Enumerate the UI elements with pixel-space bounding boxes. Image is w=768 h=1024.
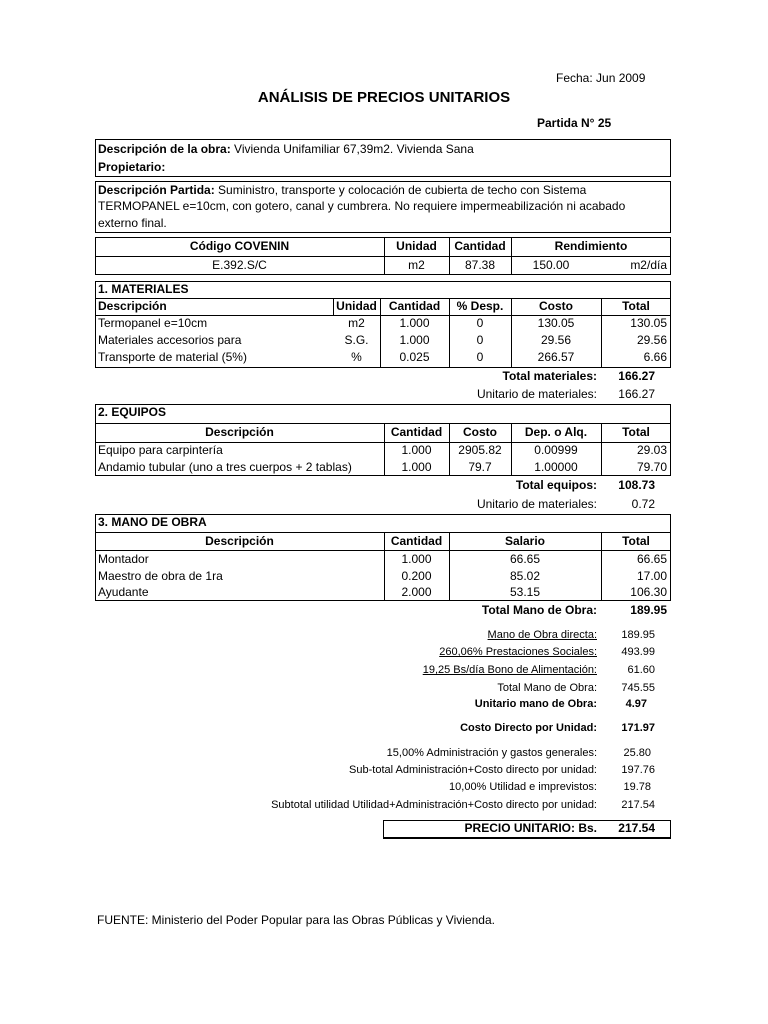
covenin-header-unidad: Unidad	[396, 239, 437, 253]
precio-unitario-label: PRECIO UNITARIO: Bs.	[464, 821, 597, 835]
mano-obra-total-label: Total Mano de Obra:	[481, 603, 597, 617]
covenin-header-rendimiento: Rendimiento	[554, 239, 628, 253]
subtotal-utilidad-value: 217.54	[621, 799, 655, 811]
unitario-mo-label: Unitario mano de Obra:	[474, 698, 597, 710]
covenin-cantidad: 87.38	[464, 258, 496, 272]
materiales-header-total: Total	[622, 299, 650, 313]
prestaciones-value: 493.99	[621, 646, 655, 658]
subtotal-admin-value: 197.76	[621, 764, 655, 776]
materiales-header-descripcion: Descripción	[98, 299, 167, 313]
equipos-header-dep: Dep. o Alq.	[524, 425, 588, 439]
subtotal-admin-label: Sub-total Administración+Costo directo por unidad:	[349, 764, 597, 776]
total-mo-label: Total Mano de Obra:	[497, 682, 597, 694]
costo-directo-value: 171.97	[621, 722, 655, 734]
equipos-header-total: Total	[622, 425, 650, 439]
mo-directa-value: 189.95	[621, 629, 655, 641]
propietario-label: Propietario:	[98, 160, 166, 174]
covenin-codigo: E.392.S/C	[212, 258, 267, 272]
partida-line2: TERMOPANEL e=10cm, con gotero, canal y cumbrera. No requiere impermeabilización ni acabado	[98, 199, 626, 213]
materiales-unitario-label: Unitario de materiales:	[476, 387, 597, 401]
mo-directa-label: Mano de Obra directa:	[487, 629, 597, 641]
materiales-header-costo: Costo	[539, 299, 573, 313]
obra-description: Descripción de la obra: Vivienda Unifamiliar 67,39m2. Vivienda Sana	[98, 142, 474, 156]
equipos-title: 2. EQUIPOS	[98, 405, 167, 419]
equipos-unitario-label: Unitario de materiales:	[476, 497, 597, 511]
prestaciones-label: 260,06% Prestaciones Sociales:	[439, 646, 597, 658]
mano-obra-title: 3. MANO DE OBRA	[98, 515, 207, 529]
mano-obra-header-cantidad: Cantidad	[390, 534, 443, 548]
utilidad-label: 10,00% Utilidad e imprevistos:	[449, 781, 597, 793]
covenin-rendimiento: 150.00	[532, 258, 570, 272]
partida-line3: externo final.	[98, 216, 167, 230]
unitario-mo-value: 4.97	[625, 698, 647, 710]
covenin-header-codigo: Código COVENIN	[189, 239, 290, 253]
materiales-title: 1. MATERIALES	[98, 282, 189, 296]
admin-label: 15,00% Administración y gastos generales:	[386, 747, 597, 759]
equipos-total-value: 108.73	[618, 478, 655, 492]
precio-unitario-value: 217.54	[618, 821, 655, 835]
materiales-header-desp: % Desp.	[456, 299, 504, 313]
page-title: ANÁLISIS DE PRECIOS UNITARIOS	[257, 89, 511, 106]
equipos-unitario-value: 0.72	[631, 497, 655, 511]
mano-obra-header-descripcion: Descripción	[205, 534, 274, 548]
equipos-header-descripcion: Descripción	[205, 425, 274, 439]
costo-directo-label: Costo Directo por Unidad:	[460, 722, 597, 734]
covenin-header-cantidad: Cantidad	[454, 239, 506, 253]
subtotal-utilidad-label: Subtotal utilidad Utilidad+Administración+Costo directo por unidad:	[271, 799, 597, 811]
bono-label: 19,25 Bs/día Bono de Alimentación:	[422, 664, 597, 676]
equipos-header-costo: Costo	[463, 425, 497, 439]
materiales-total-value: 166.27	[618, 369, 655, 383]
materiales-total-label: Total materiales:	[502, 369, 597, 383]
materiales-header-cantidad: Cantidad	[388, 299, 441, 313]
mano-obra-header-total: Total	[622, 534, 650, 548]
mano-obra-header-salario: Salario	[504, 534, 546, 548]
materiales-unitario-value: 166.27	[618, 387, 655, 401]
equipos-header-cantidad: Cantidad	[390, 425, 443, 439]
fuente-note: FUENTE: Ministerio del Poder Popular para las Obras Públicas y Vivienda.	[97, 913, 495, 927]
total-mo-value: 745.55	[621, 682, 655, 694]
fecha: Fecha: Jun 2009	[556, 71, 646, 85]
utilidad-value: 19.78	[623, 781, 651, 793]
covenin-rendimiento-unit: m2/día	[630, 258, 667, 272]
mano-obra-total-value: 189.95	[630, 603, 667, 617]
covenin-unidad: m2	[408, 258, 425, 272]
materiales-header-unidad: Unidad	[336, 299, 377, 313]
partida-line1: Descripción Partida: Suministro, transporte y colocación de cubierta de techo con Sistema	[98, 183, 587, 197]
partida-number: Partida N° 25	[537, 116, 612, 130]
admin-value: 25.80	[623, 747, 651, 759]
bono-value: 61.60	[627, 664, 655, 676]
equipos-total-label: Total equipos:	[515, 478, 597, 492]
